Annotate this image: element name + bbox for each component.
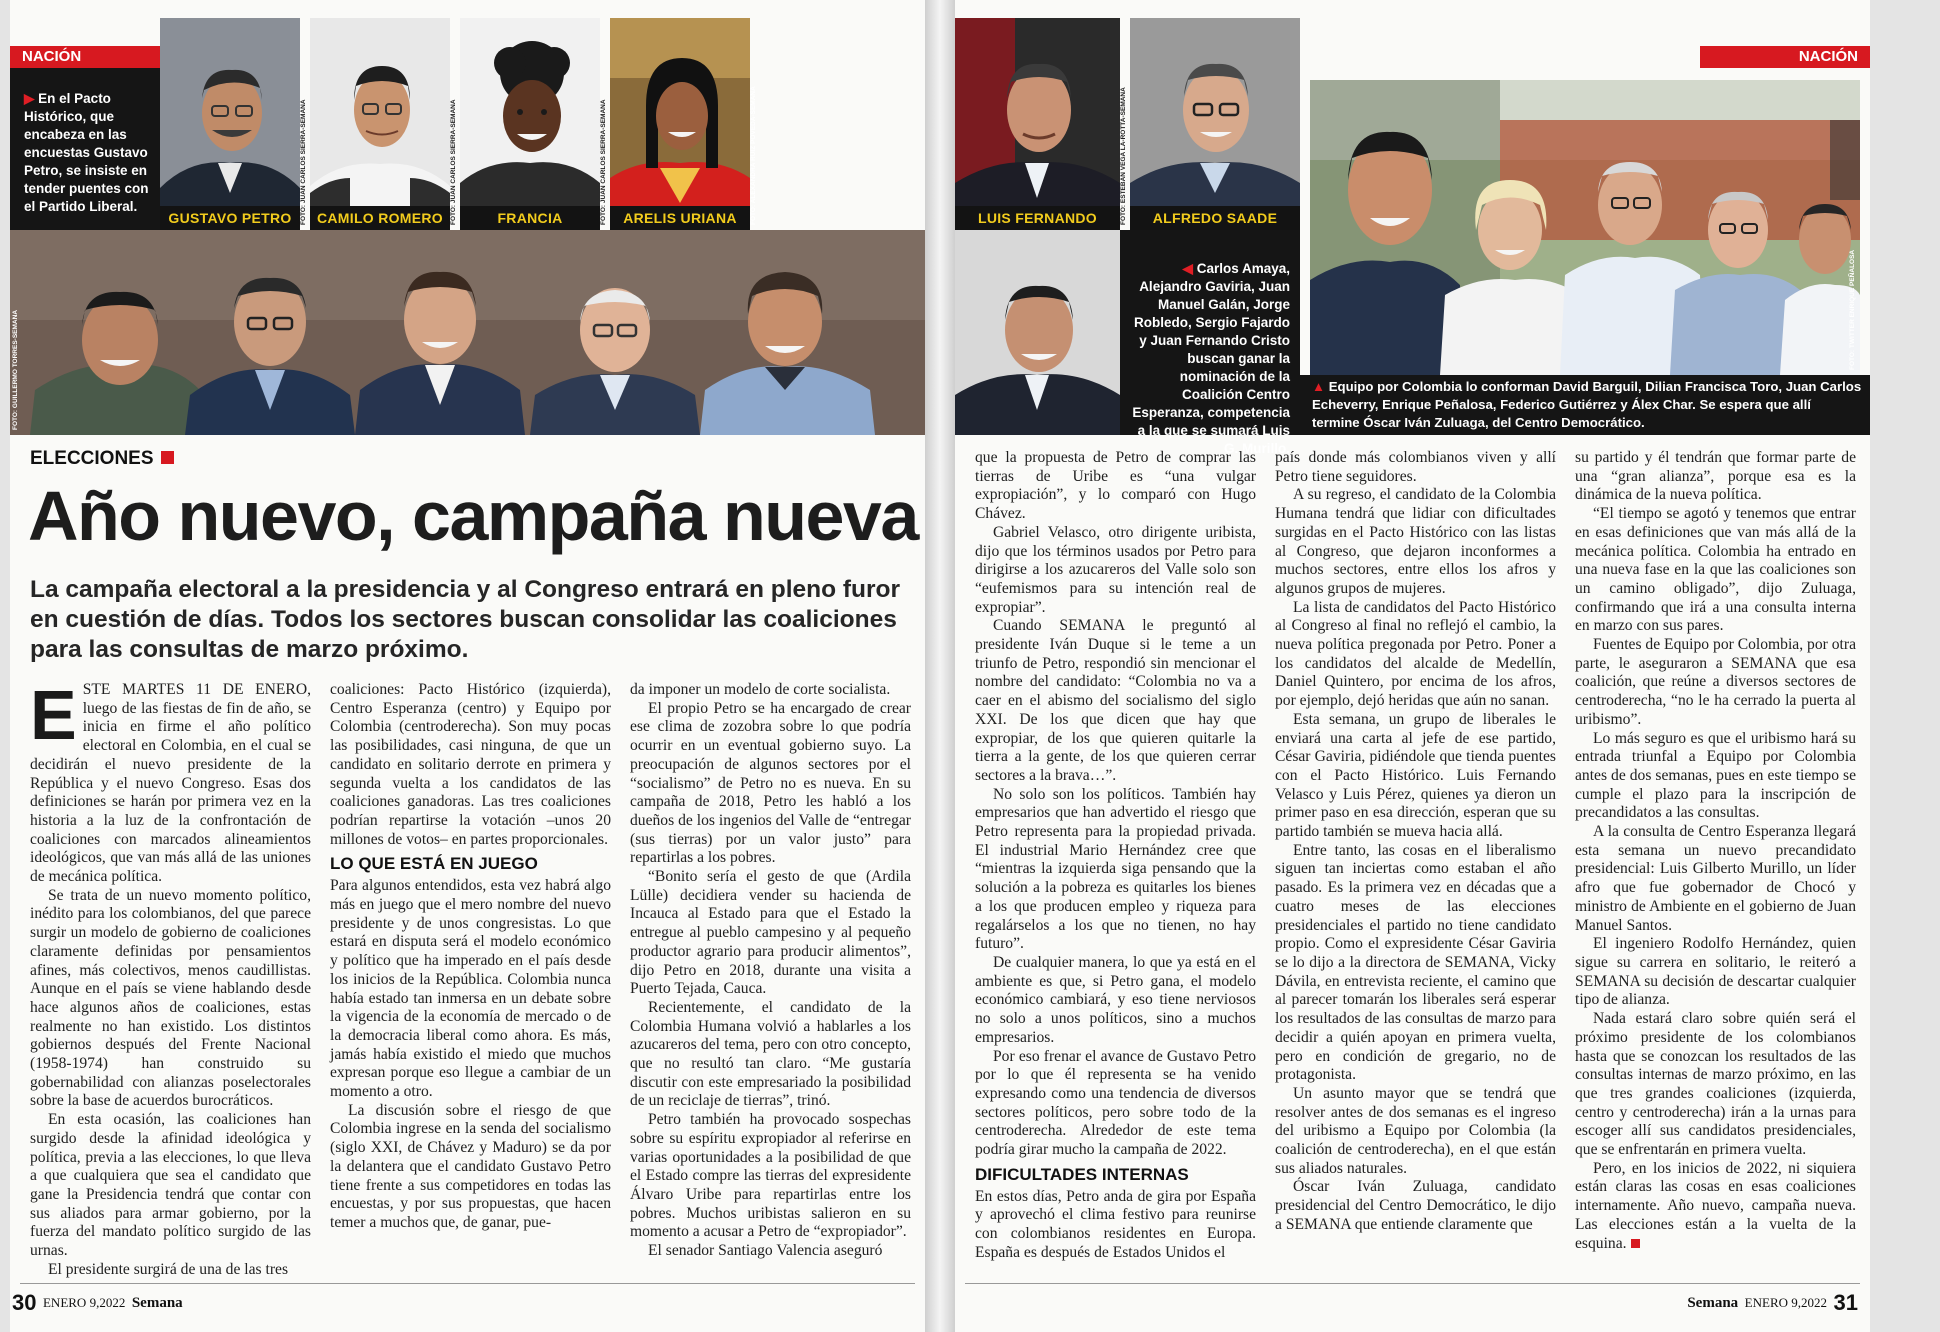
portrait-name: LUIS FERNANDO (955, 206, 1120, 230)
folio-brand: Semana (131, 1295, 183, 1311)
article-paragraph: Fuentes de Equipo por Colombia, por otra parte, le aseguraron a SEMANA que esa coalición, que reúne a diversos sectores de centroderecha, “no le ha cerrado la puerta al uribismo”. (1575, 636, 1856, 728)
kicker-text: ELECCIONES (30, 448, 154, 469)
article-paragraph: Por eso frenar el avance de Gustavo Petro por lo que él representa se ha venido expresando como una tendencia de diversos sectores políticos, pero sobre todo de la centroderecha. Alrededor de este tema podría girar mucho la campaña de 2022. (975, 1047, 1256, 1159)
photo-credit: FOTO: ESTEBAN VEGA LA-ROTTA-SEMANA (1120, 87, 1127, 225)
article-paragraph: Petro también ha provocado sospechas sobre su espíritu expropiador al referirse en varias oportunidades a la posibilidad de que el Estado compre las tierras del expresidente Álvaro Uribe para repartirlas entre los pobres. Muchos uribistas salieron en su momento a acusar a Petro de “expropiador”. (630, 1111, 911, 1241)
portrait-romero (310, 18, 450, 230)
portrait-marquez (460, 18, 600, 230)
article-paragraph: país donde más colombianos viven y allí Petro tiene seguidores. (1275, 449, 1556, 485)
section-bar (1700, 46, 1870, 68)
article-paragraph: En esta ocasión, las coaliciones han surgido desde la afinidad ideológica y política, previa a las elecciones, lo que lleva a que cualquiera que sea el candidato que gane la Presidencia tendrá que contar con sus aliados para armar gobierno, por la fuerza del mandato político surgido de las urnas. (30, 1111, 311, 1260)
article-paragraph: Un asunto mayor que se tendrá que resolver antes de dos semanas es el ingreso del uribismo a Equipo por Colombia (la coalición de centroderecha), en el que están sus aliados naturales. (1275, 1084, 1556, 1177)
folio-left (12, 1290, 183, 1316)
article-paragraph: “Bonito sería el gesto de que (Ardila Lülle) decidiera vender su hacienda de Incauca al Estado para que el Estado la entregue al pueblo campesino y al pequeño productor agrario para producir alimentos”, dijo Petro en 2018, durante una visita a Puerto Tejada, Cauca. (630, 868, 911, 998)
group-photo-equipo-por-colombia (1310, 80, 1860, 375)
deck: La campaña electoral a la presidencia y al Congreso entrará en pleno furor en cuestión de días. Todos los sectores buscan consolidar las coaliciones para las consultas de marzo próximo. (30, 576, 901, 663)
section-bar (10, 46, 160, 68)
article-column-2 (330, 681, 611, 1233)
portrait-name: FRANCIA (460, 206, 600, 230)
article-paragraph: su partido y él tendrán que formar parte de una “gran alianza”, porque esa es la dinámica de la nueva política. (1575, 449, 1856, 504)
article-paragraph: Para algunos entendidos, esta vez habrá algo más en juego que el mero nombre del nuevo presidente y de unos congresistas. Lo que estará en disputa será el modelo económico y político que ha imperado en el país desde los inicios de la República. Colombia nunca había estado tan inmersa en un debate sobre la vigencia de la economía de mercado o de la democracia liberal como ahora. Es más, jamás había existido el miedo que muchos expresan porque eso llegue a cambiar de un momento a otro. (330, 877, 611, 1101)
portrait-name: ALFREDO SAADE (1130, 206, 1300, 230)
section-label: NACIÓN (1798, 48, 1858, 65)
article-paragraph: Lo más seguro es que el uribismo hará su entrada triunfal a Equipo por Colombia antes de dos semanas, pues en este tiempo se cumple el plazo para la inscripción de precandidatos a las consultas. (1575, 729, 1856, 822)
left-caption (10, 68, 160, 230)
portrait-name: CAMILO ROMERO (310, 206, 450, 230)
photo-credit: FOTO: JUAN CARLOS SIERRA-SEMANA (600, 99, 607, 225)
article-paragraph: “El tiempo se agotó y tenemos que entrar en esas definiciones que van más allá de la mecánica política. Colombia ha entrado en una nueva fase en la que las coaliciones son un camino obligado”, dijo Zuluaga, confirmando que irá a una consulta interna en marzo con sus pares. (1575, 505, 1856, 635)
lead-text: luego de las fiestas de fin de año, se inicia en firme el año político electoral en Colombia, en el cual se decidirán el nuevo presidente de la República y el nuevo Congreso. Esas dos definiciones se harán por primera vez en la historia a la luz de la confrontación de coaliciones con marcados alineamientos ideológicos, que van más allá de las uniones de mecánica política. (30, 699, 311, 886)
page-right (955, 0, 1870, 1332)
page-left (10, 0, 925, 1332)
portrait-name: ARELIS URIANA (610, 206, 750, 230)
article-paragraph: coaliciones: Pacto Histórico (izquierda), Centro Esperanza (centro) y Equipo por Colombia (centroderecha). Son muy pocas las posibilidades, casi ninguna, de que un candidato en solitario derrote en primera y segunda vuelta a los candidatos de las coaliciones ganadoras. Las tres coaliciones podrían repartirse la votación –unos 20 millones de votos– en partes proporcionales. (330, 681, 611, 848)
article-paragraph (1575, 1160, 1856, 1254)
article-paragraph: Recientemente, el candidato de la Colombia Humana volvió a hablarles a los azucareros del tema, pero con otro concepto, que no resultó tan claro. “Me gustaría discutir con este empresariado la posibilidad de un reciclaje de tierras”, trinó. (630, 998, 911, 1110)
group-right-credit: FOTO: TWITTER ENRIQUE PEÑALOSA (1849, 249, 1856, 370)
portrait-petro (160, 18, 300, 230)
page-number: 30 (12, 1290, 37, 1315)
article-paragraph: Óscar Iván Zuluaga, candidato presidencial del Centro Democrático, le dijo a SEMANA que entiende claramente que (1275, 1178, 1556, 1233)
headline: Año nuevo, campaña nueva (28, 477, 918, 555)
article-paragraph: En estos días, Petro anda de gira por España y aprovechó el clima festivo para reunirse con colombianos residentes en Europa. España es después de Estados Unidos el (975, 1187, 1256, 1261)
page-number: 31 (1833, 1290, 1858, 1315)
subhead: DIFICULTADES INTERNAS (975, 1164, 1189, 1184)
caption-arrow-icon: ▶ (24, 91, 35, 106)
folio-right (1687, 1290, 1858, 1316)
article-paragraph: Nada estará claro sobre quién será el próximo presidente de los colombianos hasta que se conozcan los resultados de las consultas internas de marzo próximo, en las que tres grandes coaliciones (izquierda, centro y centroderecha) irán a la urnas para escoger allí sus candidatos presidenciales, que se enfrentarán en primera vuelta. (1575, 1010, 1856, 1159)
caption-arrow-icon: ◀ (1182, 261, 1193, 276)
photo-credit: FOTO: JUAN CARLOS SIERRA-SEMANA (300, 99, 307, 225)
article-paragraph: De cualquier manera, lo que ya está en el ambiente es que, si Petro gana, el modelo económico cambiará, y eso tiene nerviosos no solo a unos políticos, sino a muchos empresarios. (975, 953, 1256, 1046)
group-photo-centro-esperanza (10, 230, 925, 435)
right-caption-1 (1120, 230, 1300, 456)
right-caption-2 (1300, 375, 1870, 435)
folio-date: ENERO 9,2022 (42, 1295, 126, 1310)
article-paragraph: El presidente surgirá de una de las tres (48, 1260, 289, 1278)
article-paragraph: A la consulta de Centro Esperanza llegará esta semana un nuevo precandidato presidencial: Luis Gilberto Murillo, un líder afro que fue gobernador de Chocó y ministro de Ambiente en el gobierno de Juan Manuel Santos. (1575, 823, 1856, 934)
article-paragraph: Gabriel Velasco, otro dirigente uribista, dijo que los términos usados por Petro para dirigirse a los azucareros del Valle solo son “eufemismos para su intención real de expropiar”. (975, 523, 1256, 616)
kicker (30, 448, 174, 470)
subhead: LO QUE ESTÁ EN JUEGO (330, 854, 538, 874)
article-column-4 (975, 449, 1256, 1263)
portrait-cristo (955, 230, 1120, 435)
end-mark-icon (1631, 1239, 1640, 1248)
photo-credit: FOTO: ALEXANDRA RUIZ POVEDA-SEMANA (750, 86, 757, 225)
article-paragraph: La discusión sobre el riesgo de que Colombia ingrese en la senda del socialismo (siglo XXI, de Chávez y Maduro) se da por la delantera que el candidato Gustavo Petro tiene frente a sus competidores en todas las encuestas, y por sus propuestas, que hacen temer a muchos que, de ganar, pue- (330, 1101, 611, 1231)
article-paragraph: Entre tanto, las cosas en el liberalismo siguen tan inciertas como estaban el año pasado. Es la primera vez en décadas que a cuatro meses de las elecciones presidenciales el partido no tiene candidato propio. Como el expresidente César Gaviria se lo dijo a la directora de SEMANA, Vicky Dávila, en entrevista reciente, el camino que al parecer tomarán los liberales será esperar los resultados de las consultas de marzo para decidir a quién apoyan en primera vuelta, pero en condición de gregario, no de protagonista. (1275, 841, 1556, 1084)
footer-rule (965, 1283, 1860, 1284)
article-paragraph: Cuando SEMANA le preguntó al presidente Iván Duque si le teme a un triunfo de Petro, respondió sin mencionar el nombre del candidato: “Colombia no va a caer en el abismo del socialismo del siglo XXI. De los que dicen que hay que expropiar, de los que quieren quitarle la tierra a la gente, de los que quieren cerrar sectores a la brava…”. (975, 617, 1256, 784)
section-label: NACIÓN (22, 48, 82, 65)
portrait-name: GUSTAVO PETRO (160, 206, 300, 230)
footer-rule (20, 1283, 915, 1284)
article-column-1 (30, 676, 311, 1280)
article-paragraph: La lista de candidatos del Pacto Histórico al Congreso al final no reflejó el cambio, la nueva política pregonada por Petro. Poner a los candidatos del alcalde de Medellín, Daniel Quintero, por encima de los afros, por ejemplo, dejó heridas que aún no sanan. (1275, 598, 1556, 710)
kicker-square-icon (161, 451, 174, 464)
closing-text: Pero, en los inicios de 2022, ni siquiera están claras las cosas en esas coaliciones internamente. Año nuevo, campaña nueva. Las elecciones están a la vuelta de la esquina. (1575, 1159, 1856, 1252)
caption-arrow-icon: ▲ (1312, 379, 1326, 394)
portrait-uriana (610, 18, 750, 230)
dropcap: E (30, 676, 77, 754)
article-column-3 (630, 681, 911, 1261)
right-caption-1-text: Carlos Amaya, Alejandro Gaviria, Juan Manuel Galán, Jorge Robledo, Sergio Fajardo y Juan Fernando Cristo buscan ganar la nominación de la Coalición Centro Esperanza, competencia a la que se sumará Luis G. Murillo. (1132, 261, 1290, 456)
article-paragraph: No solo son los políticos. También hay empresarios que han advertido el riesgo que Petro representa para la propiedad privada. El industrial Mario Hernández cree que “mientras la izquierda siga pensando que la solución a la pobreza es quitarles los bienes a los que producen empleo y riqueza para regalárselos a los que no tienen, no hay futuro”. (975, 785, 1256, 953)
article-column-6 (1575, 449, 1856, 1253)
article-column-5 (1275, 449, 1556, 1235)
article-paragraph: El senador Santiago Valencia aseguró (648, 1242, 883, 1260)
article-paragraph: El ingeniero Rodolfo Hernández, quien sigue su carrera en solitario, le reiteró a SEMANA su decisión de descartar cualquier tipo de alianza. (1575, 935, 1856, 1009)
article-paragraph: A su regreso, el candidato de la Colombia Humana tendrá que lidiar con dificultades surgidas en el Pacto Histórico con las listas al Congreso, que dejaron inconformes a muchos sectores, entre ellos los afros y algunos grupos de mujeres. (1275, 486, 1556, 597)
spine-gutter (925, 0, 955, 1332)
left-caption-text: En el Pacto Histórico, que encabeza en las encuestas Gustavo Petro, se insiste en tender puentes con el Partido Liberal. (24, 91, 149, 214)
right-caption-2-text: Equipo por Colombia lo conforman David Barguil, Dilian Francisca Toro, Juan Carlos Echeverry, Enrique Peñalosa, Federico Gutiérrez y Álex Char. Se espera que allí termine Óscar Iván Zuluaga, del Centro Democrático. (1312, 379, 1862, 430)
article-paragraph (30, 676, 311, 887)
folio-date: ENERO 9,2022 (1744, 1295, 1828, 1310)
portrait-velasco (955, 18, 1120, 230)
group-credit: FOTO: GUILLERMO TORRES-SEMANA (12, 309, 19, 430)
article-paragraph: da imponer un modelo de corte socialista. (630, 681, 891, 698)
photo-credit: FOTO: JUAN CARLOS SIERRA-SEMANA (450, 99, 457, 225)
article-paragraph: Se trata de un nuevo momento político, inédito para los colombianos, del que parece surgir un modelo de gobierno de coaliciones claramente definidas por pensamientos afines, más colectivos, menos caudillistas. Aunque en el país se viene hablando desde hace algunos años de coaliciones, estas realmente no han existido. Los distintos gobiernos después del Frente Nacional (1958-1974) han construido su gobernabilidad con alianzas poselectorales sobre la base de acuerdos burocráticos. (30, 886, 311, 1110)
article-paragraph: El propio Petro se ha encargado de crear ese clima de zozobra sobre lo que podría ocurrir en un eventual gobierno suyo. La preocupación de algunos sectores por el “socialismo” de Petro no es nueva. En su campaña de 2018, Petro les habló a los dueños de los ingenios del Valle de “entregar (sus tierras) por un valor justo” para repartirlas a los pobres. (630, 699, 911, 867)
folio-brand: Semana (1687, 1295, 1739, 1311)
portrait-saade (1130, 18, 1300, 230)
article-paragraph: Esta semana, un grupo de liberales le enviará una carta al jefe de ese partido, César Gaviria, pidiéndole que tienda puentes con el Pacto Histórico. Luis Fernando Velasco y Luis Pérez, quienes ya dieron un primer paso en esa dirección, esperan que su partido también se mueva hacia allá. (1275, 710, 1556, 841)
lead-caps: STE MARTES 11 DE ENERO, (82, 681, 311, 698)
article-paragraph: que la propuesta de Petro de comprar las tierras de Uribe es “una vulgar expropiación”, y lo comparó con Hugo Chávez. (975, 449, 1256, 523)
